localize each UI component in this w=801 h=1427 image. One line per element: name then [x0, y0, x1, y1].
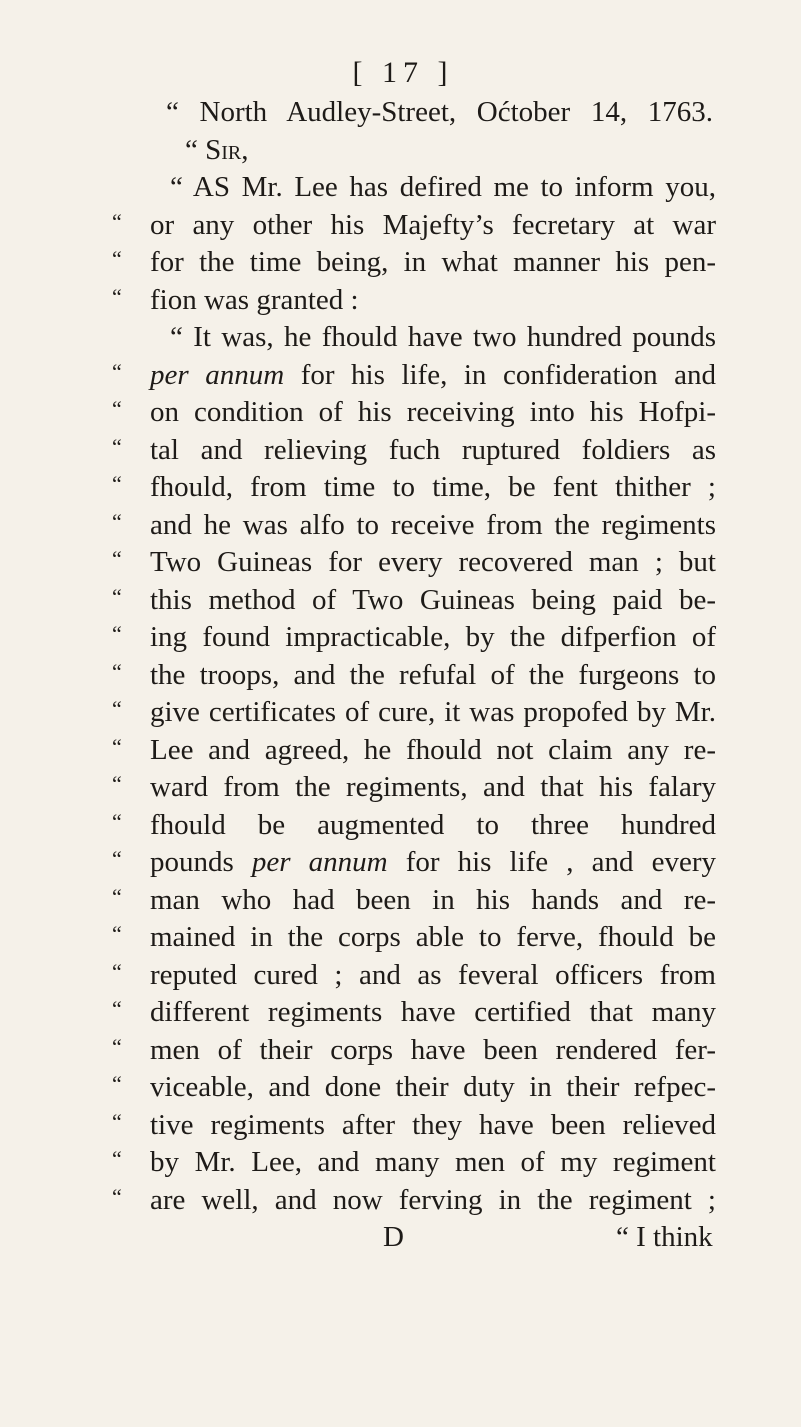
text-line [0, 694, 801, 732]
running-quote-mark: “ [112, 508, 122, 534]
running-quote-mark: “ [112, 283, 122, 309]
line-text [150, 882, 716, 920]
line-text [150, 732, 716, 770]
line-text [170, 319, 716, 357]
salutation [185, 132, 716, 170]
line-text [150, 994, 716, 1032]
text-line [0, 1144, 801, 1182]
running-quote-mark: “ [112, 1033, 122, 1059]
line-text [150, 582, 716, 620]
text-line [0, 807, 801, 845]
line-text [150, 957, 716, 995]
running-quote-mark: “ [112, 583, 122, 609]
running-quote-mark: “ [112, 883, 122, 909]
line-text [150, 1032, 716, 1070]
line-text [150, 844, 716, 882]
line-text [150, 507, 716, 545]
line-text [150, 357, 716, 395]
text-line [0, 1032, 801, 1070]
running-quote-mark: “ [112, 696, 122, 721]
line-text [150, 769, 716, 807]
line-text [170, 169, 716, 207]
text-segment: pounds [150, 846, 252, 878]
running-quote-mark: “ [112, 246, 122, 271]
text-line [0, 507, 801, 545]
text-line [0, 994, 801, 1032]
line-text [150, 1144, 716, 1182]
italic-phrase: per annum [251, 846, 388, 878]
line-text [150, 394, 716, 432]
text-segment: tal and relieving fuch ruptured foldiers as [150, 433, 716, 466]
text-line [0, 319, 801, 357]
running-quote-mark: “ [112, 996, 122, 1021]
line-text [150, 282, 716, 320]
text-line [0, 244, 801, 282]
line-text [150, 919, 716, 957]
running-quote-mark: “ [112, 1146, 122, 1171]
text-segment: ward from the regiments, and that his falary [150, 771, 716, 803]
running-quote-mark: “ [112, 1108, 122, 1134]
letter-body [0, 94, 801, 1257]
running-quote-mark: “ [112, 358, 122, 384]
text-line [0, 394, 801, 432]
running-quote-mark: “ [112, 733, 122, 759]
text-segment: for the time being, in what manner his pen- [150, 246, 716, 278]
text-segment: the troops, and the refufal of the furgeons to [150, 658, 716, 691]
running-quote-mark: “ [112, 846, 122, 871]
line-text [150, 432, 716, 470]
text-line [0, 732, 801, 770]
running-quote-mark: “ [112, 621, 122, 646]
catchword-line [0, 1219, 801, 1257]
opening-quote-mark: “ [170, 171, 193, 203]
text-line [0, 582, 801, 620]
text-segment: mained in the corps able to ferve, fhould be [150, 921, 716, 953]
line-text [150, 807, 716, 845]
running-quote-mark: “ [112, 771, 122, 796]
text-line [0, 432, 801, 470]
text-segment: AS Mr. Lee has defired me to inform you, [192, 171, 716, 203]
signature-mark: D [383, 1221, 404, 1253]
salutation-text: Sir, [205, 133, 249, 166]
text-line [0, 544, 801, 582]
line-text [150, 694, 716, 732]
letter-heading-line [0, 94, 801, 132]
text-line [0, 207, 801, 245]
opening-quote-mark: “ [170, 321, 194, 353]
text-segment: different regiments have certified that many [150, 996, 716, 1028]
text-line [0, 619, 801, 657]
running-quote-mark: “ [112, 433, 122, 459]
text-segment: ing found impracticable, by the difperfion of [150, 621, 716, 653]
text-segment: give certificates of cure, it was propofed by Mr. [150, 696, 716, 728]
letter-dateline: “ North Audley-Street, Oćtober 14, 1763. [166, 96, 713, 128]
text-segment: fion was granted : [150, 283, 359, 316]
running-quote-mark: “ [112, 546, 122, 571]
line-text [150, 1107, 716, 1145]
text-line [0, 919, 801, 957]
page-number: [ 17 ] [352, 56, 454, 89]
running-quote-mark: “ [112, 658, 122, 684]
line-text [150, 244, 716, 282]
text-segment: fhould, from time to time, be fent thither ; [150, 471, 716, 503]
text-line [0, 1069, 801, 1107]
text-line [0, 357, 801, 395]
line-text [150, 619, 716, 657]
line-text [150, 1182, 716, 1220]
text-segment: by Mr. Lee, and many men of my regiment [150, 1146, 716, 1178]
text-segment: men of their corps have been rendered fer- [150, 1033, 716, 1066]
text-line [0, 769, 801, 807]
running-quote-mark: “ [112, 208, 122, 234]
text-line [0, 282, 801, 320]
running-quote-mark: “ [112, 471, 122, 496]
text-segment: and he was alfo to receive from the regiments [150, 508, 716, 541]
italic-phrase: per annum [150, 358, 285, 391]
line-text [150, 207, 716, 245]
text-line [0, 1182, 801, 1220]
text-segment: tive regiments after they have been relieved [150, 1108, 716, 1141]
text-segment: are well, and now ferving in the regiment ; [150, 1183, 716, 1216]
text-line [0, 169, 801, 207]
catchword: “ I think [616, 1221, 713, 1253]
line-text [150, 1069, 716, 1107]
text-line [0, 469, 801, 507]
text-line [0, 1107, 801, 1145]
text-line [0, 844, 801, 882]
line-text [150, 544, 716, 582]
text-segment: man who had been in his hands and re- [150, 883, 716, 916]
text-segment: It was, he fhould have two hundred pounds [193, 321, 717, 353]
text-segment: or any other his Majefty’s fecretary at war [150, 208, 716, 241]
text-segment: fhould be augmented to three hundred [150, 808, 716, 841]
text-segment: for his life, in confideration and [284, 358, 716, 391]
running-quote-mark: “ [112, 1071, 122, 1096]
text-line [0, 882, 801, 920]
running-quote-mark: “ [112, 396, 122, 421]
text-segment: viceable, and done their duty in their refpec- [150, 1071, 716, 1103]
salutation-quote: “ [185, 133, 198, 166]
salutation-line [0, 132, 801, 170]
running-quote-mark: “ [112, 1183, 122, 1209]
running-quote-mark: “ [112, 921, 122, 946]
line-text [150, 469, 716, 507]
text-segment: for his life , and every [387, 846, 716, 878]
text-segment: Two Guineas for every recovered man ; but [150, 546, 716, 578]
text-line [0, 957, 801, 995]
line-text [150, 657, 716, 695]
text-segment: on condition of his receiving into his Hofpi- [150, 396, 716, 428]
text-segment: Lee and agreed, he fhould not claim any re- [150, 733, 716, 766]
running-quote-mark: “ [112, 958, 122, 984]
text-segment: this method of Two Guineas being paid be- [150, 583, 716, 616]
running-quote-mark: “ [112, 808, 122, 834]
text-segment: reputed cured ; and as feveral officers from [150, 958, 716, 991]
text-lines [0, 169, 801, 1219]
text-line [0, 657, 801, 695]
